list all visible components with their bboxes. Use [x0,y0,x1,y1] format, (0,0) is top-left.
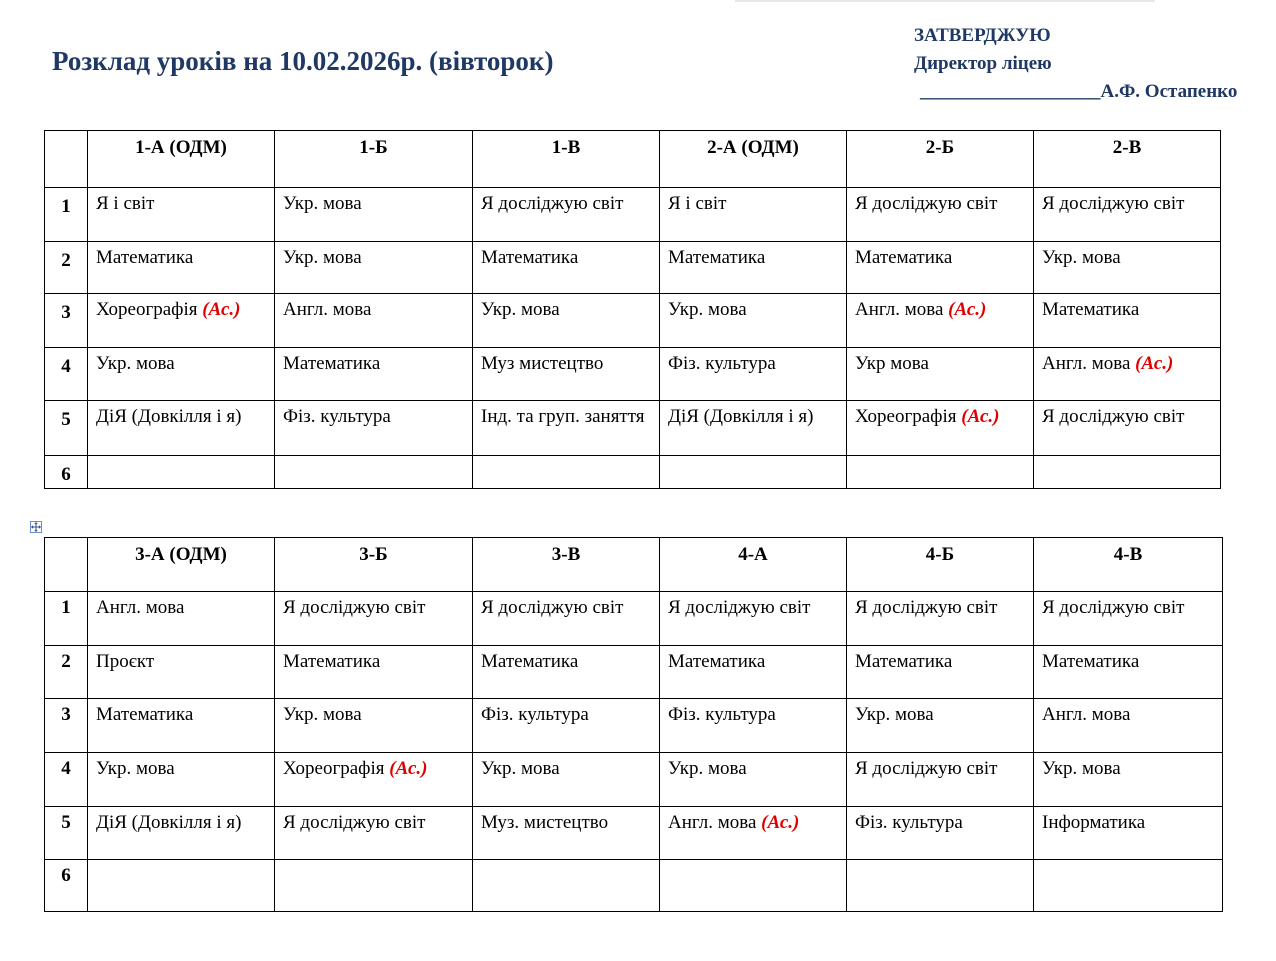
table-row [45,348,1221,401]
lesson-cell: ДіЯ (Довкілля і я) [660,401,847,456]
table-row [45,188,1221,242]
lesson-cell: Укр. мова [275,699,473,753]
class-header: 4-А [660,538,847,592]
lesson-cell [275,753,473,807]
top-edge-line [735,0,1155,2]
class-header: 1-В [473,131,660,188]
subject-text: Хореографія [96,299,198,320]
lesson-cell: Математика [473,646,660,699]
lesson-cell: Проєкт [88,646,275,699]
lesson-cell: Математика [847,646,1034,699]
lesson-cell: Математика [88,242,275,294]
lesson-cell: Фіз. культура [473,699,660,753]
page-title: Розклад уроків на 10.02.2026р. (вівторок) [52,46,554,76]
assistant-mark: (Ас.) [961,406,1000,427]
lesson-cell: Укр. мова [88,753,275,807]
lesson-number: 1 [45,592,88,646]
approval-line: ЗАТВЕРДЖУЮ [914,25,1051,46]
lesson-number: 2 [45,646,88,699]
subject-text: Англ. мова [855,299,944,320]
lesson-cell: Укр. мова [660,294,847,348]
lesson-cell [660,807,847,860]
lesson-number: 1 [45,188,88,242]
table-row [45,456,1221,489]
lesson-cell: Укр. мова [1034,242,1221,294]
lesson-cell: Я досліджую світ [473,188,660,242]
subject-text: Англ. мова [668,812,757,833]
table-move-handle-icon[interactable] [30,521,42,533]
lesson-cell [847,860,1034,912]
lesson-cell: Фіз. культура [660,348,847,401]
table-row [45,242,1221,294]
lesson-cell: Математика [275,348,473,401]
assistant-mark: (Ас.) [202,299,241,320]
lesson-cell: Я досліджую світ [660,592,847,646]
lesson-cell [275,860,473,912]
approval-signature [920,78,1237,106]
class-header: 2-В [1034,131,1221,188]
lesson-number: 6 [45,456,88,489]
class-header: 4-Б [847,538,1034,592]
lesson-cell: Математика [847,242,1034,294]
assistant-mark: (Ас.) [389,758,428,779]
lesson-cell: Математика [88,699,275,753]
table-header-row [45,131,1221,188]
lesson-cell: Я досліджую світ [1034,188,1221,242]
lesson-cell: Я і світ [660,188,847,242]
lesson-cell: Фіз. культура [847,807,1034,860]
class-header: 4-В [1034,538,1223,592]
lesson-cell: Я досліджую світ [275,592,473,646]
lesson-cell: Я досліджую світ [1034,592,1223,646]
lesson-cell: Англ. мова [275,294,473,348]
table-row [45,294,1221,348]
header-corner-cell [45,538,88,592]
table-row [45,401,1221,456]
table-header-row [45,538,1223,592]
class-header: 2-Б [847,131,1034,188]
lesson-number: 3 [45,294,88,348]
class-header: 1-Б [275,131,473,188]
lesson-cell: ДіЯ (Довкілля і я) [88,401,275,456]
lesson-cell: Англ. мова [1034,699,1223,753]
lesson-cell [88,456,275,489]
subject-text: Хореографія [855,406,957,427]
table-row [45,807,1223,860]
lesson-cell: Укр мова [847,348,1034,401]
lesson-cell: Я досліджую світ [275,807,473,860]
lesson-cell: Укр. мова [275,242,473,294]
approval-position: Директор ліцею [914,53,1052,74]
subject-text: Хореографія [283,758,385,779]
lesson-cell: Укр. мова [847,699,1034,753]
lesson-cell: Укр. мова [88,348,275,401]
lesson-cell: Інд. та груп. заняття [473,401,660,456]
lesson-number: 5 [45,807,88,860]
assistant-mark: (Ас.) [1135,353,1174,374]
lesson-number: 4 [45,753,88,807]
table-row [45,699,1223,753]
lesson-cell: Фіз. культура [275,401,473,456]
lesson-cell [88,294,275,348]
lesson-cell: Фіз. культура [660,699,847,753]
approval-block [914,22,1237,106]
lesson-cell [1034,860,1223,912]
lesson-cell: Я досліджую світ [473,592,660,646]
signature-line: ___________________ [920,81,1101,102]
lesson-cell: Укр. мова [1034,753,1223,807]
table-row [45,753,1223,807]
lesson-cell: Я досліджую світ [847,592,1034,646]
lesson-number: 2 [45,242,88,294]
lesson-number: 3 [45,699,88,753]
lesson-cell [1034,456,1221,489]
lesson-cell [660,860,847,912]
lesson-cell: Я досліджую світ [1034,401,1221,456]
schedule-table-grades-1-2 [44,130,1221,489]
class-header: 1-А (ОДМ) [88,131,275,188]
lesson-cell [847,294,1034,348]
schedule-table-grades-3-4 [44,537,1223,912]
lesson-cell: Математика [1034,646,1223,699]
lesson-cell: Укр. мова [473,753,660,807]
class-header: 3-Б [275,538,473,592]
lesson-cell: Математика [660,646,847,699]
lesson-cell: Муз мистецтво [473,348,660,401]
table-row [45,592,1223,646]
lesson-cell [1034,348,1221,401]
table-row [45,860,1223,912]
lesson-cell [660,456,847,489]
assistant-mark: (Ас.) [948,299,987,320]
subject-text: Англ. мова [1042,353,1131,374]
lesson-cell: Я досліджую світ [847,753,1034,807]
lesson-cell [847,401,1034,456]
lesson-cell: ДіЯ (Довкілля і я) [88,807,275,860]
lesson-cell: Математика [1034,294,1221,348]
lesson-cell [275,456,473,489]
lesson-cell: Укр. мова [275,188,473,242]
lesson-cell: Я і світ [88,188,275,242]
lesson-cell: Математика [660,242,847,294]
lesson-number: 5 [45,401,88,456]
header-corner-cell [45,131,88,188]
lesson-cell: Укр. мова [473,294,660,348]
lesson-cell [847,456,1034,489]
lesson-cell: Інформатика [1034,807,1223,860]
class-header: 3-А (ОДМ) [88,538,275,592]
lesson-cell: Укр. мова [660,753,847,807]
lesson-cell [473,456,660,489]
lesson-cell: Муз. мистецтво [473,807,660,860]
lesson-number: 4 [45,348,88,401]
lesson-cell: Англ. мова [88,592,275,646]
lesson-cell [88,860,275,912]
assistant-mark: (Ас.) [761,812,800,833]
class-header: 3-В [473,538,660,592]
lesson-cell: Математика [275,646,473,699]
lesson-cell: Я досліджую світ [847,188,1034,242]
director-name: А.Ф. Остапенко [1100,81,1238,102]
lesson-cell [473,860,660,912]
lesson-number: 6 [45,860,88,912]
table-row [45,646,1223,699]
lesson-cell: Математика [473,242,660,294]
class-header: 2-А (ОДМ) [660,131,847,188]
